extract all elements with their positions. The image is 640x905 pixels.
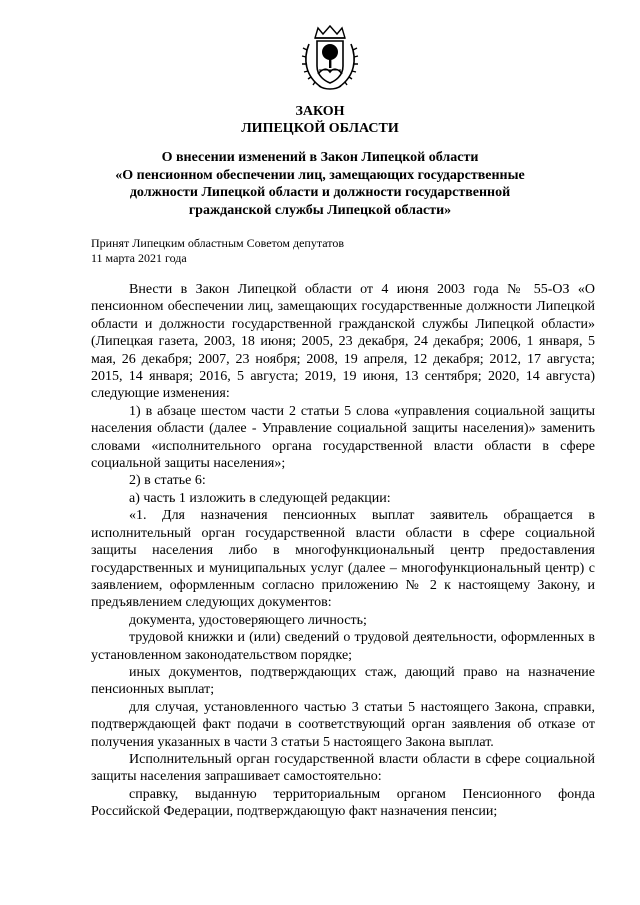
body-paragraph: справку, выданную территориальным органом Пенсионного фонда Российской Федерации, подтверждающую факт назначения пенсии; (91, 786, 595, 820)
body-paragraph: трудовой книжки и (или) сведений о трудовой деятельности, оформленных в установленном законодательством порядке; (91, 630, 595, 663)
law-body (91, 281, 595, 821)
body-paragraph: 1) в абзаце шестом части 2 статьи 5 слова «управления социальной защиты населения области (далее - Управление социальной защиты населения)» заменить словами «исполнительного органа государственной власти области в сфере социальной защиты населения»; (91, 403, 595, 472)
body-paragraph: документа, удостоверяющего личность; (129, 612, 367, 628)
body-paragraph: иных документов, подтверждающих стаж, дающий право на назначение пенсионных выплат; (91, 664, 595, 698)
doc-type-title: ЗАКОН (295, 104, 345, 119)
body-paragraph: Исполнительный орган государственной власти области в сфере социальной защиты населения запрашивает самостоятельно: (91, 751, 595, 785)
body-paragraph: 2) в статье 6: (129, 473, 206, 489)
law-subject (60, 149, 580, 219)
subject-line: «О пенсионном обеспечении лиц, замещающих государственные (115, 167, 525, 183)
body-paragraph: для случая, установленного частью 3 статьи 5 настоящего Закона, справки, подтверждающей факт подачи в соответствующий орган заявления об отказе от получения указанных в части 3 статьи 5 настоящего Закона выплат. (91, 699, 595, 750)
subject-line: О внесении изменений в Закон Липецкой области (161, 150, 479, 165)
subject-line: гражданской службы Липецкой области» (188, 202, 452, 218)
adoption-info (91, 236, 344, 266)
region-title: ЛИПЕЦКОЙ ОБЛАСТИ (241, 121, 399, 136)
body-paragraph: Внести в Закон Липецкой области от 4 июня 2003 года № 55-ОЗ «О пенсионном обеспечении лиц, замещающих государственные должности Липецкой области и должности государственной гражданской службы Липецкой области» (Липецкая газета, 2003, 18 июня; 2005, 23 декабря, 24 декабря; 2006, 1 января, 5 мая, 26 декабря; 2007, 23 ноября; 2008, 19 апреля, 12 декабря; 2012, 17 августа; 2015, 14 января; 2016, 5 августа; 2019, 19 июня, 13 сентября; 2020, 14 августа) следующие изменения: (91, 282, 595, 402)
subject-line: должности Липецкой области и должности государственной (129, 185, 511, 200)
adoption-date: 11 марта 2021 года (91, 251, 187, 265)
adoption-body: Принят Липецким областным Советом депутатов (91, 236, 345, 250)
coat-of-arms-icon (301, 24, 359, 92)
body-paragraph: «1. Для назначения пенсионных выплат заявитель обращается в исполнительный орган государственной власти области в сфере социальной защиты населения либо в многофункциональный центр предоставления государственных и муниципальных услуг (далее – многофункциональный центр) с заявлением, оформленным согласно приложению № 2 к настоящему Закону, и предъявлением следующих документов: (91, 508, 595, 611)
body-paragraph: а) часть 1 изложить в следующей редакции: (129, 490, 391, 506)
